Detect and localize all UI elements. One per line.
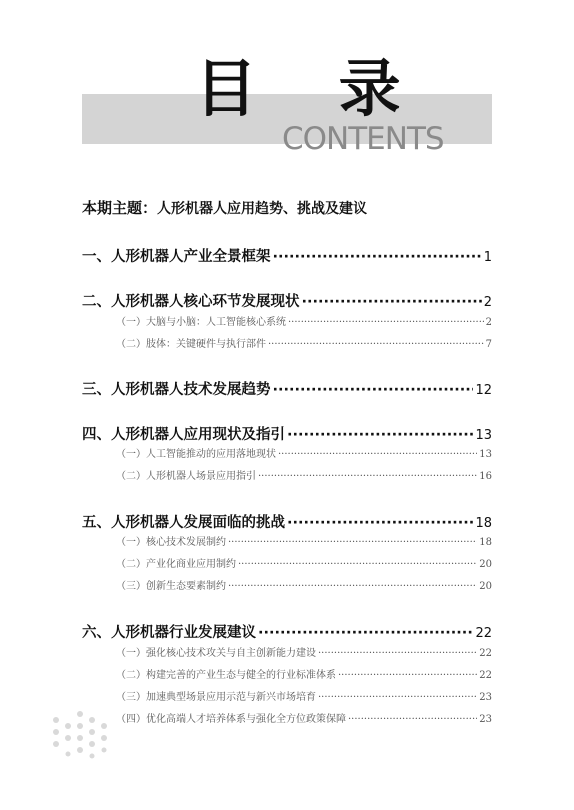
- toc-subsection-title: （二）肢体：关键硬件与执行部件: [116, 339, 266, 350]
- toc-page-number: 18: [479, 537, 492, 548]
- toc-section-title: 五、人形机器人发展面临的挑战: [82, 515, 285, 531]
- toc-subsection[interactable]: [116, 710, 492, 725]
- page-title: 目 录: [195, 52, 431, 125]
- issue-theme: [82, 197, 367, 218]
- leader-dots: [278, 449, 477, 460]
- toc-subsection[interactable]: [116, 335, 492, 350]
- leader-dots: [228, 581, 477, 592]
- leader-dots: [258, 625, 473, 641]
- toc-subsection[interactable]: [116, 555, 492, 570]
- toc-section-title: 二、人形机器人核心环节发展现状: [82, 294, 300, 310]
- toc-section-title: 一、人形机器人产业全景框架: [82, 249, 271, 265]
- toc-page-number: 22: [479, 670, 492, 681]
- leader-dots: [318, 692, 477, 703]
- leader-dots: [287, 427, 473, 443]
- toc-page-number: 2: [485, 317, 492, 328]
- issue-theme-label: 本期主题：: [82, 199, 158, 217]
- toc-section-title: 四、人形机器人应用现状及指引: [82, 427, 285, 443]
- toc-section[interactable]: [82, 511, 492, 532]
- leader-dots: [318, 648, 477, 659]
- toc-subsection-title: （二）产业化商业应用制约: [116, 559, 236, 570]
- leader-dots: [302, 294, 482, 310]
- toc-page-number: 18: [475, 516, 492, 531]
- toc-subsection-title: （一）强化核心技术攻关与自主创新能力建设: [116, 648, 316, 659]
- toc-subsection-title: （四）优化高端人才培养体系与强化全方位政策保障: [116, 714, 346, 725]
- toc-page-number: 23: [479, 714, 492, 725]
- toc-page-number: 20: [479, 559, 492, 570]
- issue-theme-text: 人形机器人应用趋势、挑战及建议: [157, 201, 368, 217]
- toc-page-number: 12: [475, 383, 492, 398]
- toc-section[interactable]: [82, 621, 492, 642]
- leader-dots: [238, 559, 477, 570]
- toc-section[interactable]: [82, 290, 492, 311]
- toc-page-number: 23: [479, 692, 492, 703]
- toc-subsection[interactable]: [116, 688, 492, 703]
- toc-subsection-title: （一）人工智能推动的应用落地现状: [116, 449, 276, 460]
- leader-dots: [288, 317, 484, 328]
- toc-subsection[interactable]: [116, 577, 492, 592]
- toc-subsection-title: （二）人形机器人场景应用指引: [116, 471, 256, 482]
- decorative-dot-pattern: [50, 706, 120, 766]
- toc-subsection-title: （三）加速典型场景应用示范与新兴市场培育: [116, 692, 316, 703]
- toc-subsection-title: （一）大脑与小脑：人工智能核心系统: [116, 317, 286, 328]
- leader-dots: [287, 515, 473, 531]
- page-subtitle-en: CONTENTS: [282, 121, 444, 157]
- toc-subsection-title: （一）核心技术发展制约: [116, 537, 226, 548]
- toc-subsection[interactable]: [116, 445, 492, 460]
- leader-dots: [268, 339, 484, 350]
- leader-dots: [228, 537, 477, 548]
- toc-subsection-title: （二）构建完善的产业生态与健全的行业标准体系: [116, 670, 336, 681]
- toc-subsection[interactable]: [116, 467, 492, 482]
- toc-page-number: 22: [479, 648, 492, 659]
- toc-section[interactable]: [82, 423, 492, 444]
- toc-section[interactable]: [82, 378, 492, 399]
- toc-subsection[interactable]: [116, 644, 492, 659]
- toc-subsection[interactable]: [116, 313, 492, 328]
- leader-dots: [273, 249, 482, 265]
- toc-section-title: 六、人形机器行业发展建议: [82, 625, 256, 641]
- toc-section[interactable]: [82, 245, 492, 266]
- toc-page-number: 13: [475, 428, 492, 443]
- toc-subsection[interactable]: [116, 533, 492, 548]
- leader-dots: [258, 471, 477, 482]
- toc-page-number: 7: [485, 339, 492, 350]
- leader-dots: [338, 670, 477, 681]
- toc-page-number: 2: [483, 295, 492, 310]
- toc-page-number: 16: [479, 471, 492, 482]
- leader-dots: [348, 714, 477, 725]
- toc-page-number: 20: [479, 581, 492, 592]
- toc-page-number: 13: [479, 449, 492, 460]
- toc-subsection[interactable]: [116, 666, 492, 681]
- toc-section-title: 三、人形机器人技术发展趋势: [82, 382, 271, 398]
- toc-page-number: 22: [475, 626, 492, 641]
- toc-subsection-title: （三）创新生态要素制约: [116, 581, 226, 592]
- toc-page-number: 1: [483, 250, 492, 265]
- leader-dots: [273, 382, 474, 398]
